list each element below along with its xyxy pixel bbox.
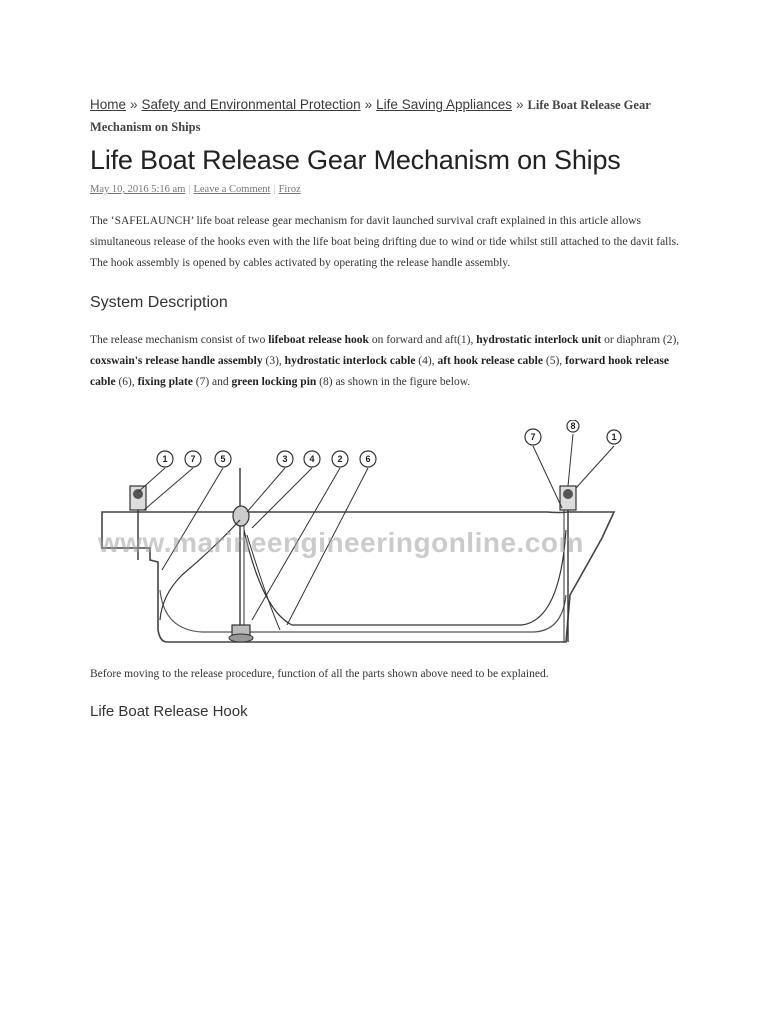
callout-label: 7 — [530, 432, 536, 442]
post-date-link[interactable]: May 10, 2016 5:16 am — [90, 184, 186, 195]
page-title: Life Boat Release Gear Mechanism on Ships — [90, 145, 621, 175]
breadcrumb-separator: » — [130, 97, 138, 112]
system-description-heading: System Description — [90, 294, 228, 311]
release-hook-heading: Life Boat Release Hook — [90, 703, 248, 720]
callout-label: 1 — [611, 432, 617, 442]
after-figure-paragraph: Before moving to the release procedure, function of all the parts shown above need to be explained. — [90, 668, 549, 680]
breadcrumb-current: Life Boat Release Gear Mechanism on Ships — [90, 98, 651, 134]
callout-label: 8 — [570, 421, 576, 431]
breadcrumb-safety-link[interactable]: Safety and Environmental Protection — [141, 97, 361, 112]
intro-paragraph: The ‘SAFELAUNCH’ life boat release gear mechanism for davit launched survival craft explained in this article allows simultaneous release of the hooks even with the life boat being drifting due to wind or tide whilst still attached to the davit falls. The hook assembly is opened by cables activated by operating the release handle assembly. — [90, 215, 679, 269]
breadcrumb-separator: » — [364, 97, 373, 112]
callout-label: 4 — [309, 454, 315, 464]
breadcrumb-separator: » — [516, 97, 524, 112]
callout-label: 2 — [337, 454, 343, 464]
breadcrumb — [90, 94, 680, 138]
watermark-text: www.marineengineeringonline.com — [98, 527, 584, 558]
author-link[interactable]: Firoz — [278, 184, 301, 195]
callout-label: 6 — [365, 454, 371, 464]
breadcrumb-lsa-link[interactable]: Life Saving Appliances — [376, 97, 513, 112]
after-figure-block — [90, 664, 680, 723]
description-paragraph: The release mechanism consist of two lifeboat release hook on forward and aft(1), hydrostatic interlock unit or diaphram (2), coxswain's release handle assembly (3), hydrostatic interlock cable (4), aft hook release cable (5), forward hook release cable (6), fixing plate (7) and green locking pin (8) as shown in the figure below. — [90, 334, 680, 388]
callout-label: 7 — [190, 454, 196, 464]
lifeboat-release-diagram — [92, 420, 622, 655]
meta-divider: | — [188, 184, 191, 195]
callout-label: 3 — [282, 454, 288, 464]
leave-comment-link[interactable]: Leave a Comment — [193, 184, 271, 195]
post-meta — [90, 184, 680, 195]
meta-divider: | — [273, 184, 276, 195]
callout-label: 1 — [162, 454, 168, 464]
article-content — [90, 94, 680, 393]
callout-label: 5 — [220, 454, 226, 464]
breadcrumb-home-link[interactable]: Home — [90, 97, 127, 112]
